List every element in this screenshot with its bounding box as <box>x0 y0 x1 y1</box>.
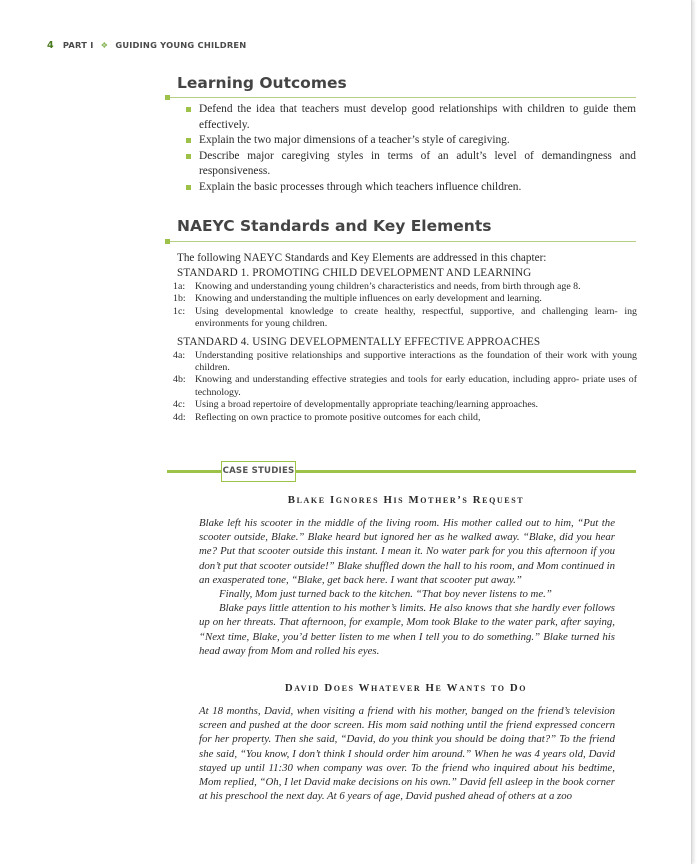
paragraph: Blake pays little attention to his mother’s limits. He also knows that she hardly ever follows up on her threats. That afternoon, for example, Mom took Blake to the water park, after saying, “Next time, Blake, you’d better listen to me when I tell you to do something.” Blake turned his head away from Mom and rolled his eyes. <box>199 602 615 657</box>
standard-item: 1b: Knowing and understanding the multiple influences on early development and learning. <box>173 293 542 305</box>
standard-4-heading: STANDARD 4. USING DEVELOPMENTALLY EFFECTIVE APPROACHES <box>177 335 541 348</box>
naeyc-standards <box>173 251 637 424</box>
list-item: Explain the basic processes through which teachers influence children. <box>184 180 636 196</box>
case-2-story <box>199 704 615 803</box>
standard-item: 4b: Knowing and understanding effective strategies and tools for early education, including appro- priate uses of technology. <box>173 374 637 398</box>
list-item: Defend the idea that teachers must develop good relationships with children to guide them effectively. <box>184 102 636 133</box>
list-item: Describe major caregiving styles in terms of an adult’s level of demandingness and responsiveness. <box>184 149 636 180</box>
standard-item: 4c: Using a broad repertoire of developmentally appropriate teaching/learning approaches. <box>173 399 539 411</box>
paragraph: Finally, Mom just turned back to the kitchen. “That boy never listens to me.” <box>219 588 552 601</box>
list-item: Explain the two major dimensions of a teacher’s style of caregiving. <box>184 133 636 149</box>
standard-item: 4a: Understanding positive relationships and supportive interactions as the foundation of their work with young children. <box>173 349 637 374</box>
standard-item: 1c: Using developmental knowledge to create healthy, respectful, supportive, and challenging learn- ing environments for young children. <box>173 305 637 330</box>
bullet-icon <box>186 138 191 143</box>
paragraph: At 18 months, David, when visiting a friend with his mother, banged on the friend’s television screen and pushed at the door screen. His mom said nothing until the friend expressed concern for her property. Then she said, “David, do you think you should be doing that?” To the friend she said, “You know, I don’t think I should order him around.” When he was 4 years old, David stayed up until 11:30 when company was over. To the friend who inquired about his bedtime, Mom replied, “Oh, I let David make decisions on his own.” David fell asleep in the book corner at his preschool the next day. At 6 years of age, David pushed ahead of others at a zoo <box>199 705 615 803</box>
case-studies-label: CASE STUDIES <box>221 461 296 482</box>
naeyc-intro: The following NAEYC Standards and Key Elements are addressed in this chapter: <box>177 252 547 264</box>
learning-outcomes-title: Learning Outcomes <box>177 74 347 92</box>
page-number: 4 <box>47 40 54 51</box>
diamond-ornament-icon: ❖ <box>100 40 109 50</box>
bullet-icon <box>186 185 191 190</box>
naeyc-title: NAEYC Standards and Key Elements <box>177 217 492 235</box>
running-header <box>47 40 246 51</box>
section-label: GUIDING YOUNG CHILDREN <box>115 40 247 50</box>
section-rule <box>167 97 636 98</box>
standard-item: 4d: Reflecting on own practice to promote positive outcomes for each child, <box>173 411 481 423</box>
bullet-icon <box>186 154 191 159</box>
paragraph: Blake left his scooter in the middle of the living room. His mother called out to him, “Put the scooter outside, Blake.” Blake heard but ignored her as he walked away. “Blake, did you hear me? Put that scooter outside this instant. I mean it. No water park for you this afternoon if you don’t put that scooter outside!” Blake shuffled down the hall to his room, and Mom continued in an exasperated tone, “Blake, get back here. I want that scooter put away.” <box>199 517 615 586</box>
learning-outcomes-list <box>184 102 636 196</box>
part-label: PART I <box>62 40 94 50</box>
section-marker-icon <box>165 239 170 244</box>
section-marker-icon <box>165 95 170 100</box>
bullet-icon <box>186 107 191 112</box>
section-rule <box>167 241 636 242</box>
case-1-story <box>199 516 615 658</box>
standard-item: 1a: Knowing and understanding young children’s characteristics and needs, from birth through age 8. <box>173 281 581 292</box>
standard-1-heading: STANDARD 1. PROMOTING CHILD DEVELOPMENT AND LEARNING <box>177 267 532 279</box>
case-1-title: Blake Ignores His Mother’s Request <box>287 494 525 506</box>
case-2-title: David Does Whatever He Wants to Do <box>284 682 528 694</box>
